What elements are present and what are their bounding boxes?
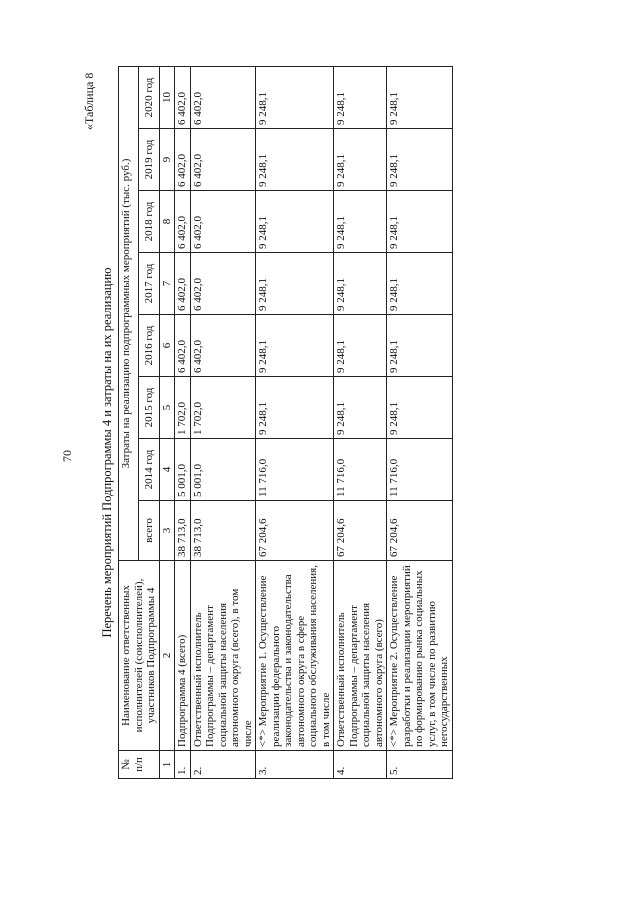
table-title: Перечень мероприятий Подпрограммы 4 и затраты на их реализацию bbox=[100, 267, 114, 638]
table-body bbox=[175, 67, 453, 779]
row-year-value: 11 716,0 bbox=[256, 439, 334, 501]
table-row bbox=[256, 67, 334, 779]
column-number: 5 bbox=[159, 377, 175, 439]
row-number: 4. bbox=[334, 751, 387, 779]
row-year-value: 6 402,0 bbox=[175, 191, 191, 253]
row-year-value: 6 402,0 bbox=[175, 315, 191, 377]
column-number: 6 bbox=[159, 315, 175, 377]
row-number: 2. bbox=[190, 751, 256, 779]
row-year-value: 9 248,1 bbox=[334, 191, 387, 253]
row-year-value: 9 248,1 bbox=[256, 67, 334, 129]
row-year-value: 6 402,0 bbox=[190, 191, 256, 253]
row-year-value: 6 402,0 bbox=[190, 129, 256, 191]
row-year-value: 11 716,0 bbox=[387, 439, 453, 501]
row-year-value: 9 248,1 bbox=[334, 129, 387, 191]
col-no-header: № п/п bbox=[119, 751, 160, 779]
header-row-1 bbox=[119, 67, 139, 779]
row-year-value: 6 402,0 bbox=[190, 67, 256, 129]
row-total: 67 204,6 bbox=[387, 501, 453, 561]
row-year-value: 6 402,0 bbox=[175, 129, 191, 191]
row-year-value: 9 248,1 bbox=[334, 377, 387, 439]
row-year-value: 5 001,0 bbox=[175, 439, 191, 501]
row-year-value: 9 248,1 bbox=[387, 129, 453, 191]
row-year-value: 9 248,1 bbox=[387, 67, 453, 129]
row-year-value: 6 402,0 bbox=[190, 315, 256, 377]
column-number: 9 bbox=[159, 129, 175, 191]
column-number: 10 bbox=[159, 67, 175, 129]
row-total: 38 713,0 bbox=[175, 501, 191, 561]
column-number-row bbox=[159, 67, 175, 779]
row-year-value: 9 248,1 bbox=[256, 191, 334, 253]
row-year-value: 6 402,0 bbox=[175, 67, 191, 129]
table-row bbox=[175, 67, 191, 779]
row-name: Ответственный исполнитель Подпрограммы – департамент социальной защиты населения автономного округа (всего), в том числе bbox=[190, 561, 256, 751]
row-year-value: 9 248,1 bbox=[334, 67, 387, 129]
column-number: 4 bbox=[159, 439, 175, 501]
col-costs-header: Затраты на реализацию подпрограммных мероприятий (тыс. руб.) bbox=[119, 67, 139, 561]
row-total: 67 204,6 bbox=[256, 501, 334, 561]
col-name-header: Наименование ответственных исполнителей (соисполнителей), участников Подпрограммы 4 bbox=[119, 561, 160, 751]
column-number: 8 bbox=[159, 191, 175, 253]
year-header: 2019 год bbox=[139, 129, 159, 191]
column-number: 2 bbox=[159, 561, 175, 751]
year-header: 2014 год bbox=[139, 439, 159, 501]
row-total: 67 204,6 bbox=[334, 501, 387, 561]
row-number: 1. bbox=[175, 751, 191, 779]
row-year-value: 9 248,1 bbox=[334, 315, 387, 377]
year-header: 2016 год bbox=[139, 315, 159, 377]
column-number: 7 bbox=[159, 253, 175, 315]
row-year-value: 9 248,1 bbox=[387, 253, 453, 315]
row-year-value: 6 402,0 bbox=[175, 253, 191, 315]
col-total-header: всего bbox=[139, 501, 159, 561]
row-name: <*> Мероприятие 1. Осуществление реализации федерального законодательства и законодательства автономного округа в сфере социального обслуживания населения, в том числе bbox=[256, 561, 334, 751]
table-row bbox=[387, 67, 453, 779]
row-year-value: 11 716,0 bbox=[334, 439, 387, 501]
table-row bbox=[190, 67, 256, 779]
page-number: 70 bbox=[60, 450, 74, 462]
row-year-value: 1 702,0 bbox=[190, 377, 256, 439]
year-header: 2020 год bbox=[139, 67, 159, 129]
year-header: 2018 год bbox=[139, 191, 159, 253]
row-name: Подпрограмма 4 (всего) bbox=[175, 561, 191, 751]
row-total: 38 713,0 bbox=[190, 501, 256, 561]
row-year-value: 5 001,0 bbox=[190, 439, 256, 501]
row-year-value: 9 248,1 bbox=[256, 315, 334, 377]
row-number: 3. bbox=[256, 751, 334, 779]
column-number: 1 bbox=[159, 751, 175, 779]
row-year-value: 9 248,1 bbox=[387, 315, 453, 377]
year-header: 2015 год bbox=[139, 377, 159, 439]
row-year-value: 9 248,1 bbox=[334, 253, 387, 315]
year-header: 2017 год bbox=[139, 253, 159, 315]
row-year-value: 1 702,0 bbox=[175, 377, 191, 439]
row-year-value: 9 248,1 bbox=[387, 377, 453, 439]
row-year-value: 9 248,1 bbox=[256, 253, 334, 315]
row-name: Ответственный исполнитель Подпрограммы – департамент социальной защиты населения автономного округа (всего) bbox=[334, 561, 387, 751]
column-number: 3 bbox=[159, 501, 175, 561]
costs-table bbox=[118, 66, 453, 779]
row-year-value: 6 402,0 bbox=[190, 253, 256, 315]
table-row bbox=[334, 67, 387, 779]
table-note: «Таблица 8 bbox=[82, 72, 96, 130]
row-name: <*> Мероприятие 2. Осуществление разработки и реализации мероприятий по формированию рынка социальных услуг, в том числе по развитию негосударственных bbox=[387, 561, 453, 751]
row-year-value: 9 248,1 bbox=[256, 377, 334, 439]
row-year-value: 9 248,1 bbox=[387, 191, 453, 253]
row-year-value: 9 248,1 bbox=[256, 129, 334, 191]
row-number: 5. bbox=[387, 751, 453, 779]
